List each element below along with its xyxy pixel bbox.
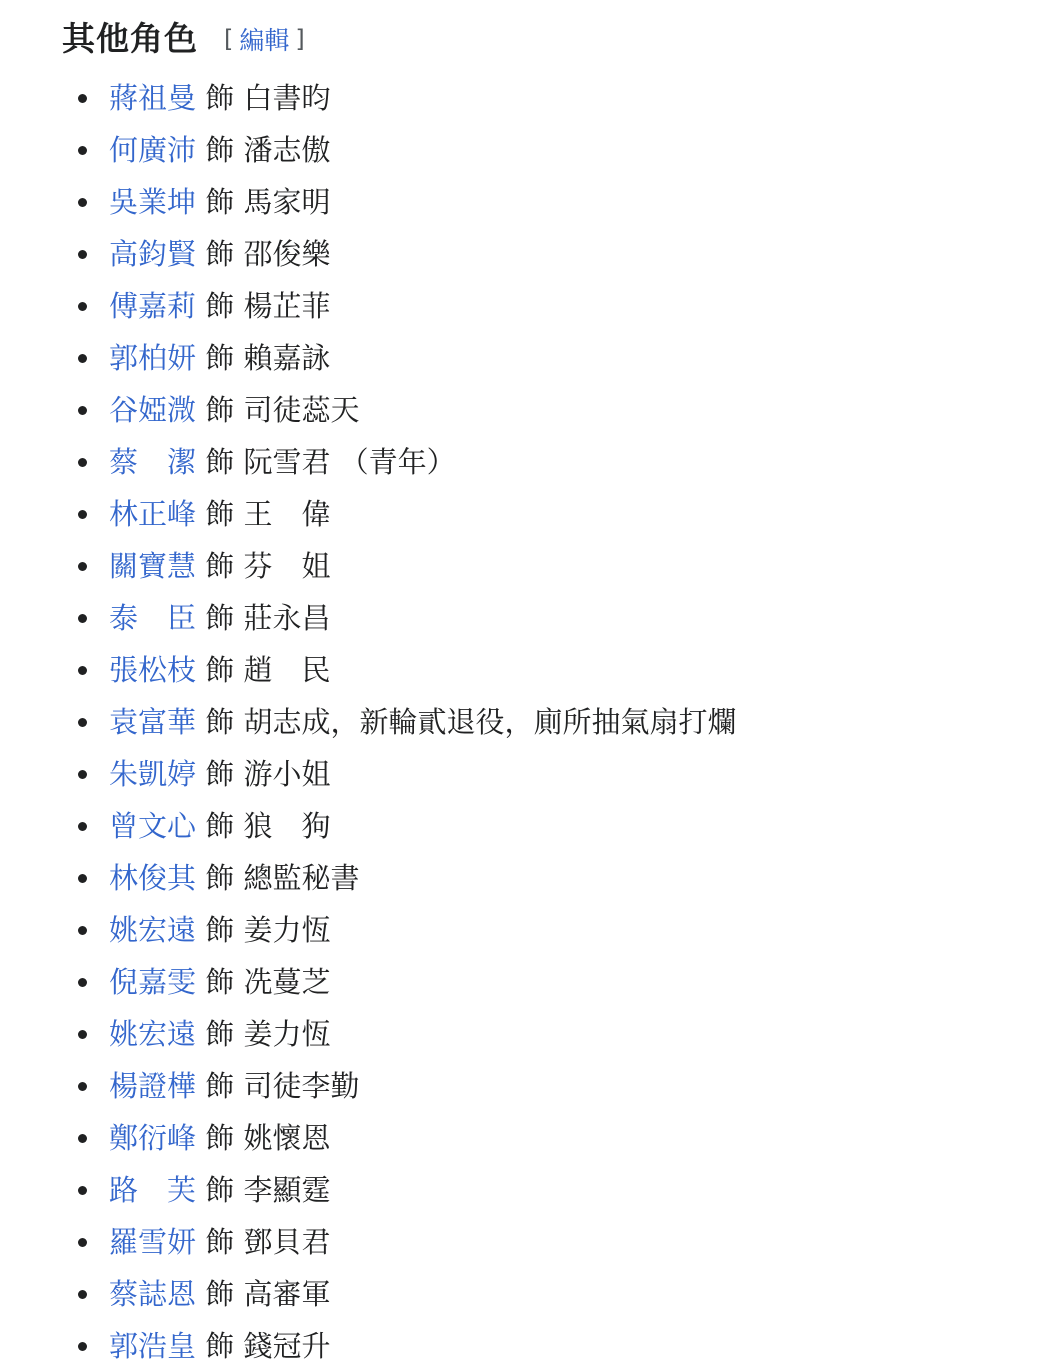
plays-label: 飾: [205, 393, 235, 427]
plays-label: 飾: [205, 1277, 235, 1311]
actor-link[interactable]: 高鈞賢: [109, 237, 197, 271]
cast-entry: [109, 1320, 330, 1372]
plays-label: 飾: [205, 1329, 235, 1363]
cast-entry: [109, 1268, 330, 1320]
bullet-icon: [78, 614, 87, 623]
bullet-icon: [78, 458, 87, 467]
actor-link[interactable]: 谷婭溦: [109, 393, 197, 427]
cast-entry: [109, 904, 330, 956]
actor-link[interactable]: 楊證樺: [109, 1069, 197, 1103]
actor-link[interactable]: 林俊其: [109, 861, 197, 895]
plays-label: 飾: [205, 1017, 235, 1051]
plays-label: 飾: [205, 341, 235, 375]
actor-link[interactable]: 朱凱婷: [109, 757, 197, 791]
role-name: 錢冠升: [243, 1329, 331, 1363]
cast-entry: [109, 852, 359, 904]
cast-entry: [109, 696, 736, 748]
actor-link[interactable]: 蔡 潔: [109, 445, 197, 479]
role-name: 阮雪君 （青年）: [243, 445, 456, 479]
plays-label: 飾: [205, 237, 235, 271]
plays-label: 飾: [205, 1173, 235, 1207]
bullet-icon: [78, 562, 87, 571]
cast-entry: [109, 1216, 330, 1268]
actor-link[interactable]: 路 芙: [109, 1173, 197, 1207]
actor-link[interactable]: 林正峰: [109, 497, 197, 531]
bullet-icon: [78, 1082, 87, 1091]
role-name: 芬 姐: [243, 549, 331, 583]
bullet-icon: [78, 770, 87, 779]
role-name: 司徒蕊天: [243, 393, 360, 427]
edit-bracket-open: [: [224, 25, 234, 53]
bullet-icon: [78, 822, 87, 831]
edit-section-links: [224, 21, 305, 57]
role-name: 楊芷菲: [243, 289, 331, 323]
bullet-icon: [78, 510, 87, 519]
plays-label: 飾: [205, 289, 235, 323]
cast-entry: [109, 124, 330, 176]
role-name: 王 偉: [243, 497, 331, 531]
cast-entry: [109, 1112, 330, 1164]
cast-entry: [109, 1060, 359, 1112]
edit-bracket-close: ]: [295, 25, 305, 53]
plays-label: 飾: [205, 497, 235, 531]
actor-link[interactable]: 姚宏遠: [109, 913, 197, 947]
cast-entry: [109, 540, 330, 592]
bullet-icon: [78, 1030, 87, 1039]
actor-link[interactable]: 傅嘉莉: [109, 289, 197, 323]
role-name: 邵俊樂: [243, 237, 331, 271]
plays-label: 飾: [205, 653, 235, 687]
role-name: 賴嘉詠: [243, 341, 331, 375]
plays-label: 飾: [205, 757, 235, 791]
actor-link[interactable]: 何廣沛: [109, 133, 197, 167]
bullet-icon: [78, 978, 87, 987]
plays-label: 飾: [205, 913, 235, 947]
role-name: 狼 狗: [243, 809, 331, 843]
bullet-icon: [78, 1134, 87, 1143]
bullet-icon: [78, 406, 87, 415]
role-name: 高審軍: [243, 1277, 331, 1311]
plays-label: 飾: [205, 601, 235, 635]
role-name: 李顯霆: [243, 1173, 331, 1207]
cast-entry: [109, 1164, 330, 1216]
edit-link[interactable]: 編輯: [239, 26, 290, 55]
bullet-icon: [78, 146, 87, 155]
bullet-icon: [78, 198, 87, 207]
role-name: 趙 民: [243, 653, 331, 687]
role-name: 莊永昌: [243, 601, 331, 635]
role-name: 姜力恆: [243, 1017, 331, 1051]
plays-label: 飾: [205, 1225, 235, 1259]
cast-entry: [109, 488, 330, 540]
cast-entry: [109, 956, 330, 1008]
role-name: 總監秘書: [243, 861, 360, 895]
plays-label: 飾: [205, 705, 235, 739]
cast-entry: [109, 644, 330, 696]
actor-link[interactable]: 郭柏妍: [109, 341, 197, 375]
section-heading: [62, 12, 305, 60]
plays-label: 飾: [205, 81, 235, 115]
bullet-icon: [78, 874, 87, 883]
actor-link[interactable]: 袁富華: [109, 705, 197, 739]
role-name: 冼蔓芝: [243, 965, 331, 999]
bullet-icon: [78, 302, 87, 311]
role-name: 游小姐: [243, 757, 331, 791]
actor-link[interactable]: 蔣祖曼: [109, 81, 197, 115]
bullet-icon: [78, 1342, 87, 1351]
cast-entry: [109, 72, 330, 124]
plays-label: 飾: [205, 965, 235, 999]
bullet-icon: [78, 1238, 87, 1247]
bullet-icon: [78, 94, 87, 103]
actor-link[interactable]: 羅雪妍: [109, 1225, 197, 1259]
plays-label: 飾: [205, 1121, 235, 1155]
bullet-icon: [78, 1186, 87, 1195]
actor-link[interactable]: 姚宏遠: [109, 1017, 197, 1051]
role-name: 姚懷恩: [243, 1121, 331, 1155]
cast-entry: [109, 1008, 330, 1060]
bullet-icon: [78, 718, 87, 727]
cast-entry: [109, 176, 330, 228]
role-name: 胡志成，新輪貳退役，廁所抽氣扇打爛: [243, 705, 737, 739]
role-name: 司徒李勤: [243, 1069, 360, 1103]
bullet-icon: [78, 926, 87, 935]
actor-link[interactable]: 吳業坤: [109, 185, 197, 219]
actor-link[interactable]: 泰 臣: [109, 601, 197, 635]
role-name: 白書昀: [243, 81, 331, 115]
actor-link[interactable]: 張松枝: [109, 653, 197, 687]
plays-label: 飾: [205, 185, 235, 219]
actor-link[interactable]: 鄭衍峰: [109, 1121, 197, 1155]
bullet-icon: [78, 250, 87, 259]
actor-link[interactable]: 關寶慧: [109, 549, 197, 583]
plays-label: 飾: [205, 133, 235, 167]
section-title: 其他角色: [62, 18, 198, 58]
cast-entry: [109, 800, 330, 852]
actor-link[interactable]: 曾文心: [109, 809, 197, 843]
cast-entry: [109, 280, 330, 332]
cast-entry: [109, 228, 330, 280]
role-name: 馬家明: [243, 185, 331, 219]
bullet-icon: [78, 666, 87, 675]
role-name: 潘志傲: [243, 133, 331, 167]
actor-link[interactable]: 蔡誌恩: [109, 1277, 197, 1311]
plays-label: 飾: [205, 809, 235, 843]
plays-label: 飾: [205, 549, 235, 583]
cast-entry: [109, 384, 359, 436]
bullet-icon: [78, 354, 87, 363]
bullet-icon: [78, 1290, 87, 1299]
cast-entry: [109, 436, 456, 488]
actor-link[interactable]: 倪嘉雯: [109, 965, 197, 999]
plays-label: 飾: [205, 861, 235, 895]
cast-entry: [109, 748, 330, 800]
cast-entry: [109, 332, 330, 384]
cast-entry: [109, 592, 330, 644]
actor-link[interactable]: 郭浩皇: [109, 1329, 197, 1363]
role-name: 姜力恆: [243, 913, 331, 947]
role-name: 鄧貝君: [243, 1225, 331, 1259]
plays-label: 飾: [205, 1069, 235, 1103]
plays-label: 飾: [205, 445, 235, 479]
